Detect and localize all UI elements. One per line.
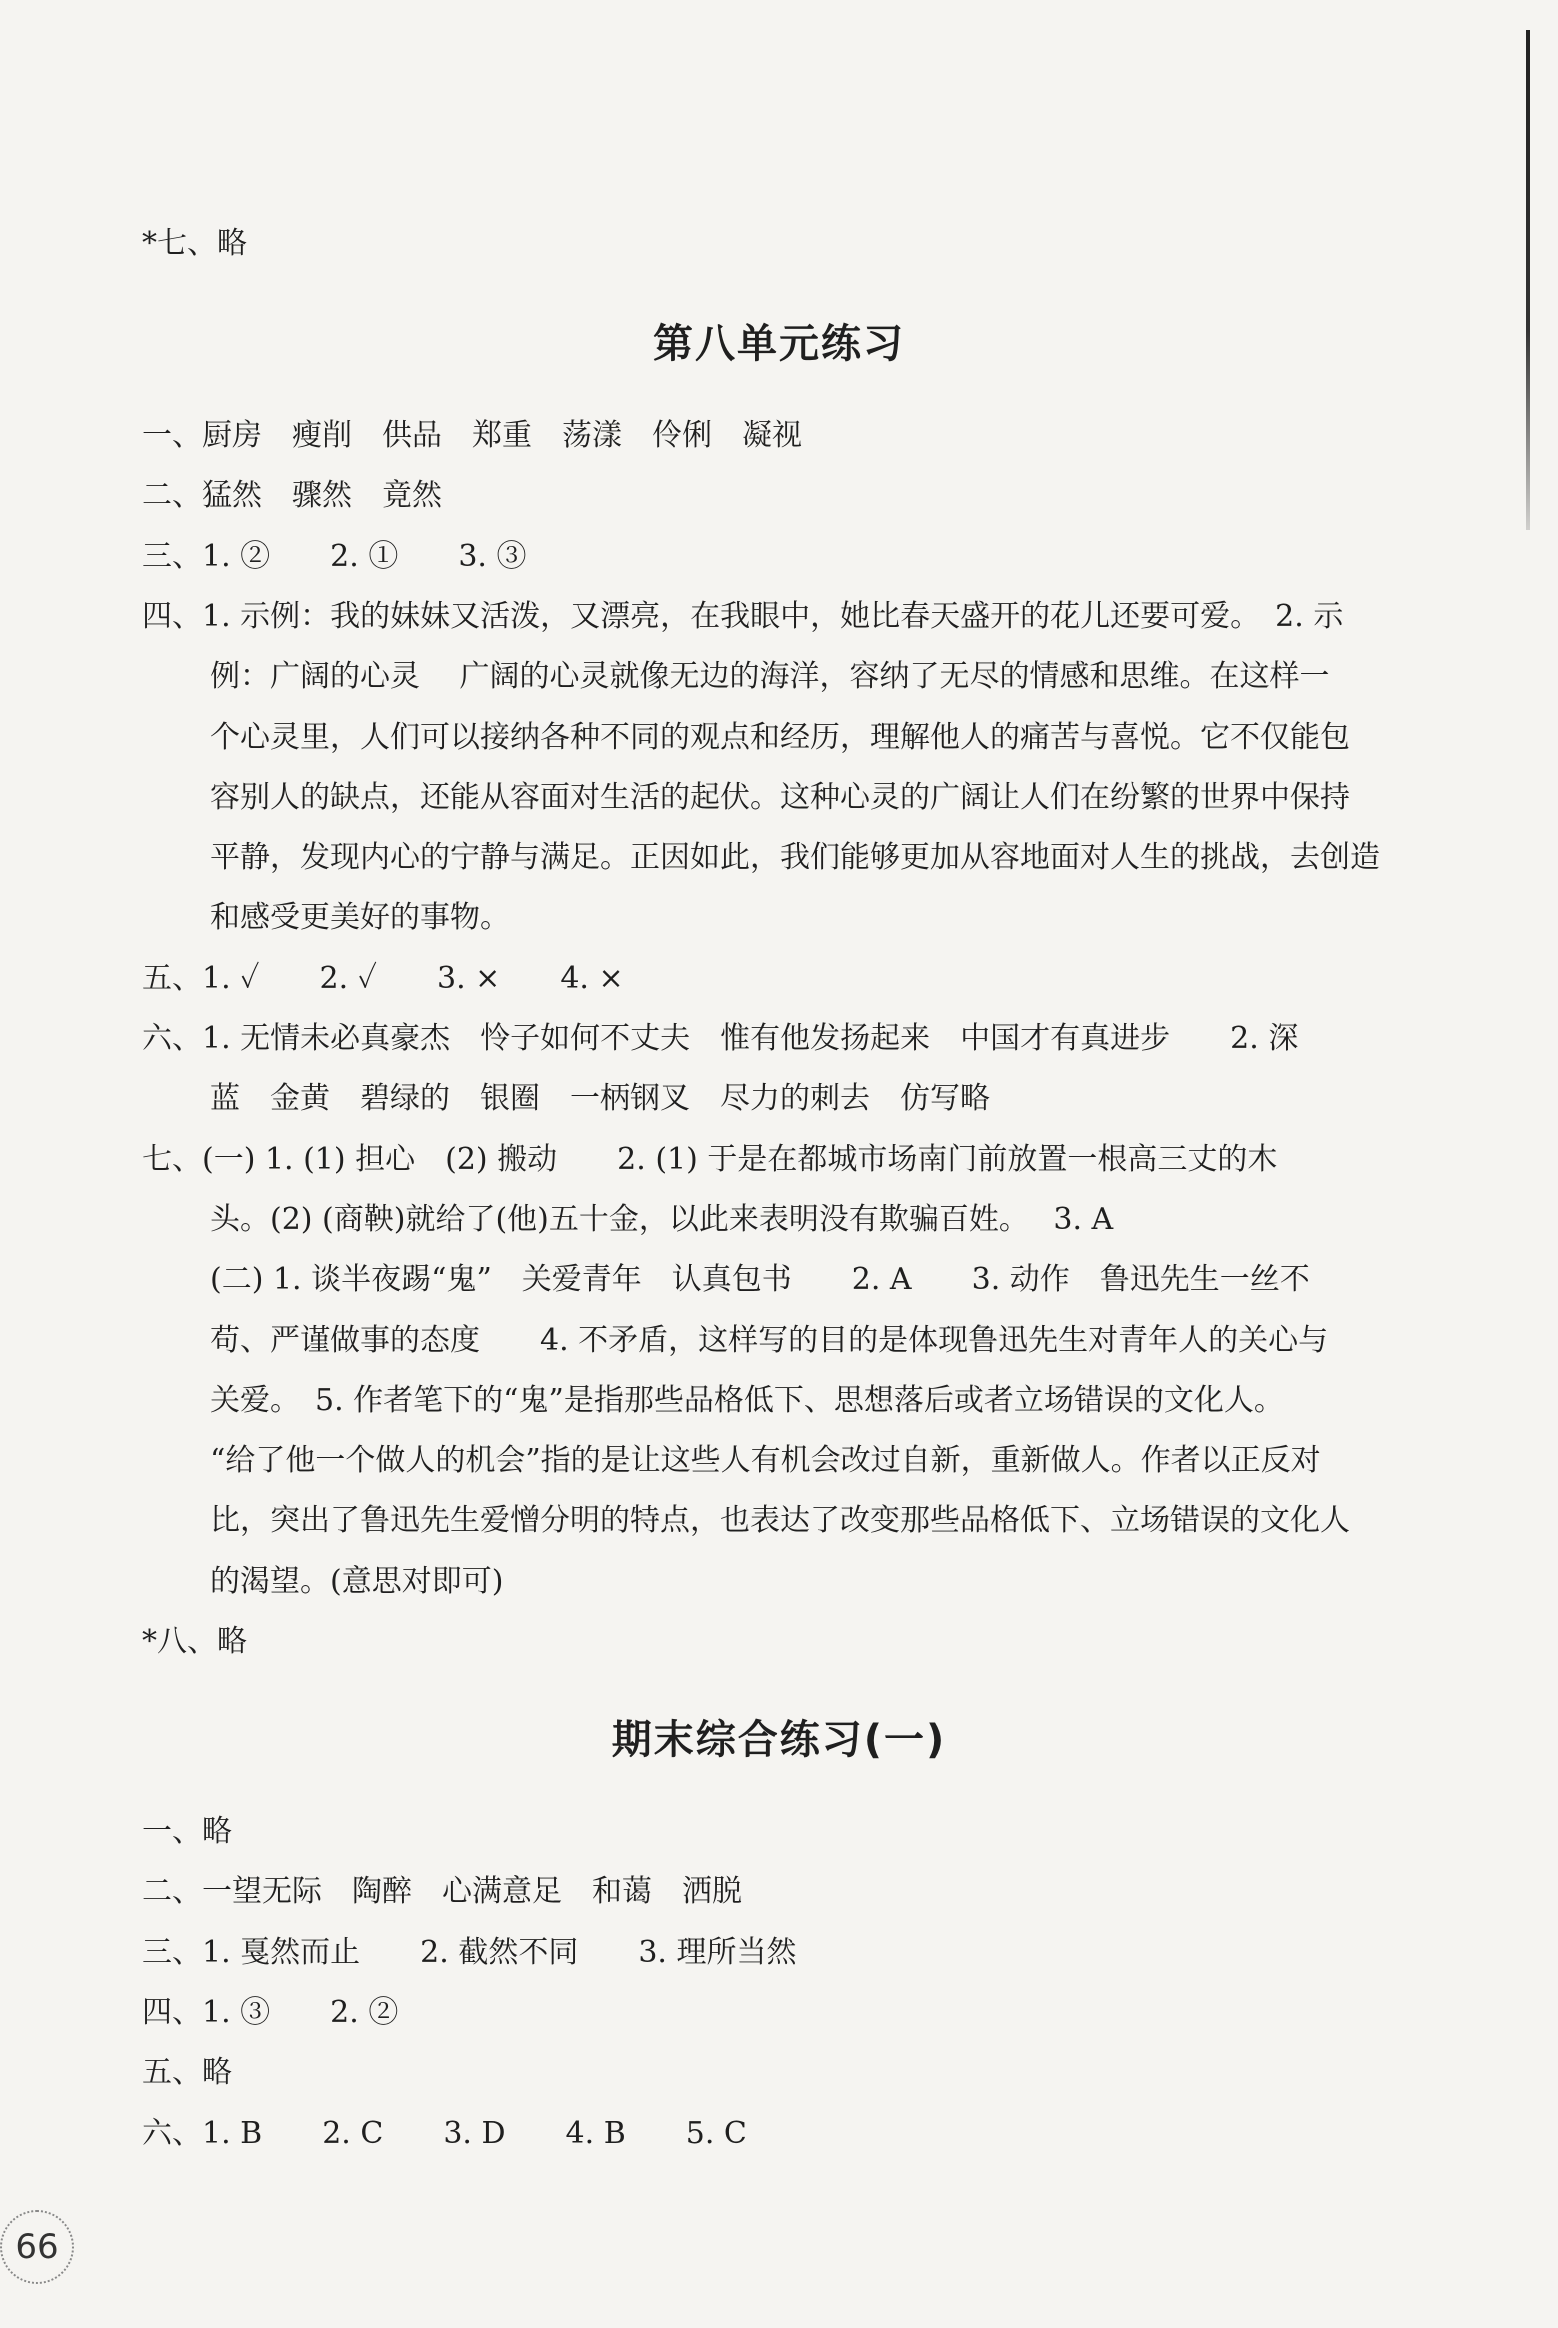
answer-line: 和感受更美好的事物。 [210,900,510,936]
answer-line: 平静，发现内心的宁静与满足。正因如此，我们能够更加从容地面对人生的挑战，去创造 [210,840,1380,876]
answer-line: 一、厨房 瘦削 供品 郑重 荡漾 伶俐 凝视 [142,418,802,453]
section-title: 第八单元练习 [653,321,905,367]
answer-line: 一、略 [142,1814,232,1849]
scan-edge [1526,30,1530,530]
section-title: 期末综合练习(一) [611,1717,947,1763]
answer-line: 二、猛然 骤然 竟然 [142,478,442,514]
answer-line: 五、1. ✓ 2. ✓ 3. × 4. × [142,960,624,996]
answer-line: 二、一望无际 陶醉 心满意足 和蔼 洒脱 [142,1874,742,1910]
answer-line: 七、(一) 1. (1) 担心 (2) 搬动 2. (1) 于是在都城市场南门前放置一根高三丈的木 [142,1141,1278,1177]
answer-line: 五、略 [142,2055,232,2091]
answer-line: 三、1. ② 2. ① 3. ③ [142,538,527,574]
answer-line: 例：广阔的心灵 广阔的心灵就像无边的海洋，容纳了无尽的情感和思维。在这样一 [210,659,1330,695]
answer-line: 苟、严谨做事的态度 4. 不矛盾，这样写的目的是体现鲁迅先生对青年人的关心与 [210,1322,1329,1358]
answer-line: (二) 1. 谈半夜踢“鬼” 关爱青年 认真包书 2. A 3. 动作 鲁迅先生一丝不 [210,1262,1310,1298]
page-number: 66 [0,2210,74,2284]
answer-line: 的渴望。(意思对即可) [210,1563,504,1599]
answer-line: 头。(2) (商鞅)就给了(他)五十金，以此来表明没有欺骗百姓。 3. A [210,1201,1114,1237]
answer-line: 六、1. 无情未必真豪杰 怜子如何不丈夫 惟有他发扬起来 中国才有真进步 2. 深 [142,1021,1299,1056]
answer-line: 比，突出了鲁迅先生爱憎分明的特点，也表达了改变那些品格低下、立场错误的文化人 [210,1503,1350,1539]
answer-line: 六、1. B 2. C 3. D 4. B 5. C [142,2115,747,2151]
answer-line: 个心灵里，人们可以接纳各种不同的观点和经历，理解他人的痛苦与喜悦。它不仅能包 [210,719,1350,755]
answer-line: “给了他一个做人的机会”指的是让这些人有机会改过自新，重新做人。作者以正反对 [210,1443,1321,1479]
answer-line: *七、略 [142,226,247,261]
answer-line: 蓝 金黄 碧绿的 银圈 一柄钢叉 尽力的刺去 仿写略 [210,1081,990,1117]
answer-line: 三、1. 戛然而止 2. 截然不同 3. 理所当然 [142,1934,797,1970]
answer-line: 四、1. 示例：我的妹妹又活泼，又漂亮，在我眼中，她比春天盛开的花儿还要可爱。 2. 示 [142,598,1344,634]
answer-line: 关爱。 5. 作者笔下的“鬼”是指那些品格低下、思想落后或者立场错误的文化人。 [210,1382,1284,1418]
answer-line: 容别人的缺点，还能从容面对生活的起伏。这种心灵的广阔让人们在纷繁的世界中保持 [210,779,1350,815]
answer-line: *八、略 [142,1624,247,1659]
answer-line: 四、1. ③ 2. ② [142,1994,399,2030]
